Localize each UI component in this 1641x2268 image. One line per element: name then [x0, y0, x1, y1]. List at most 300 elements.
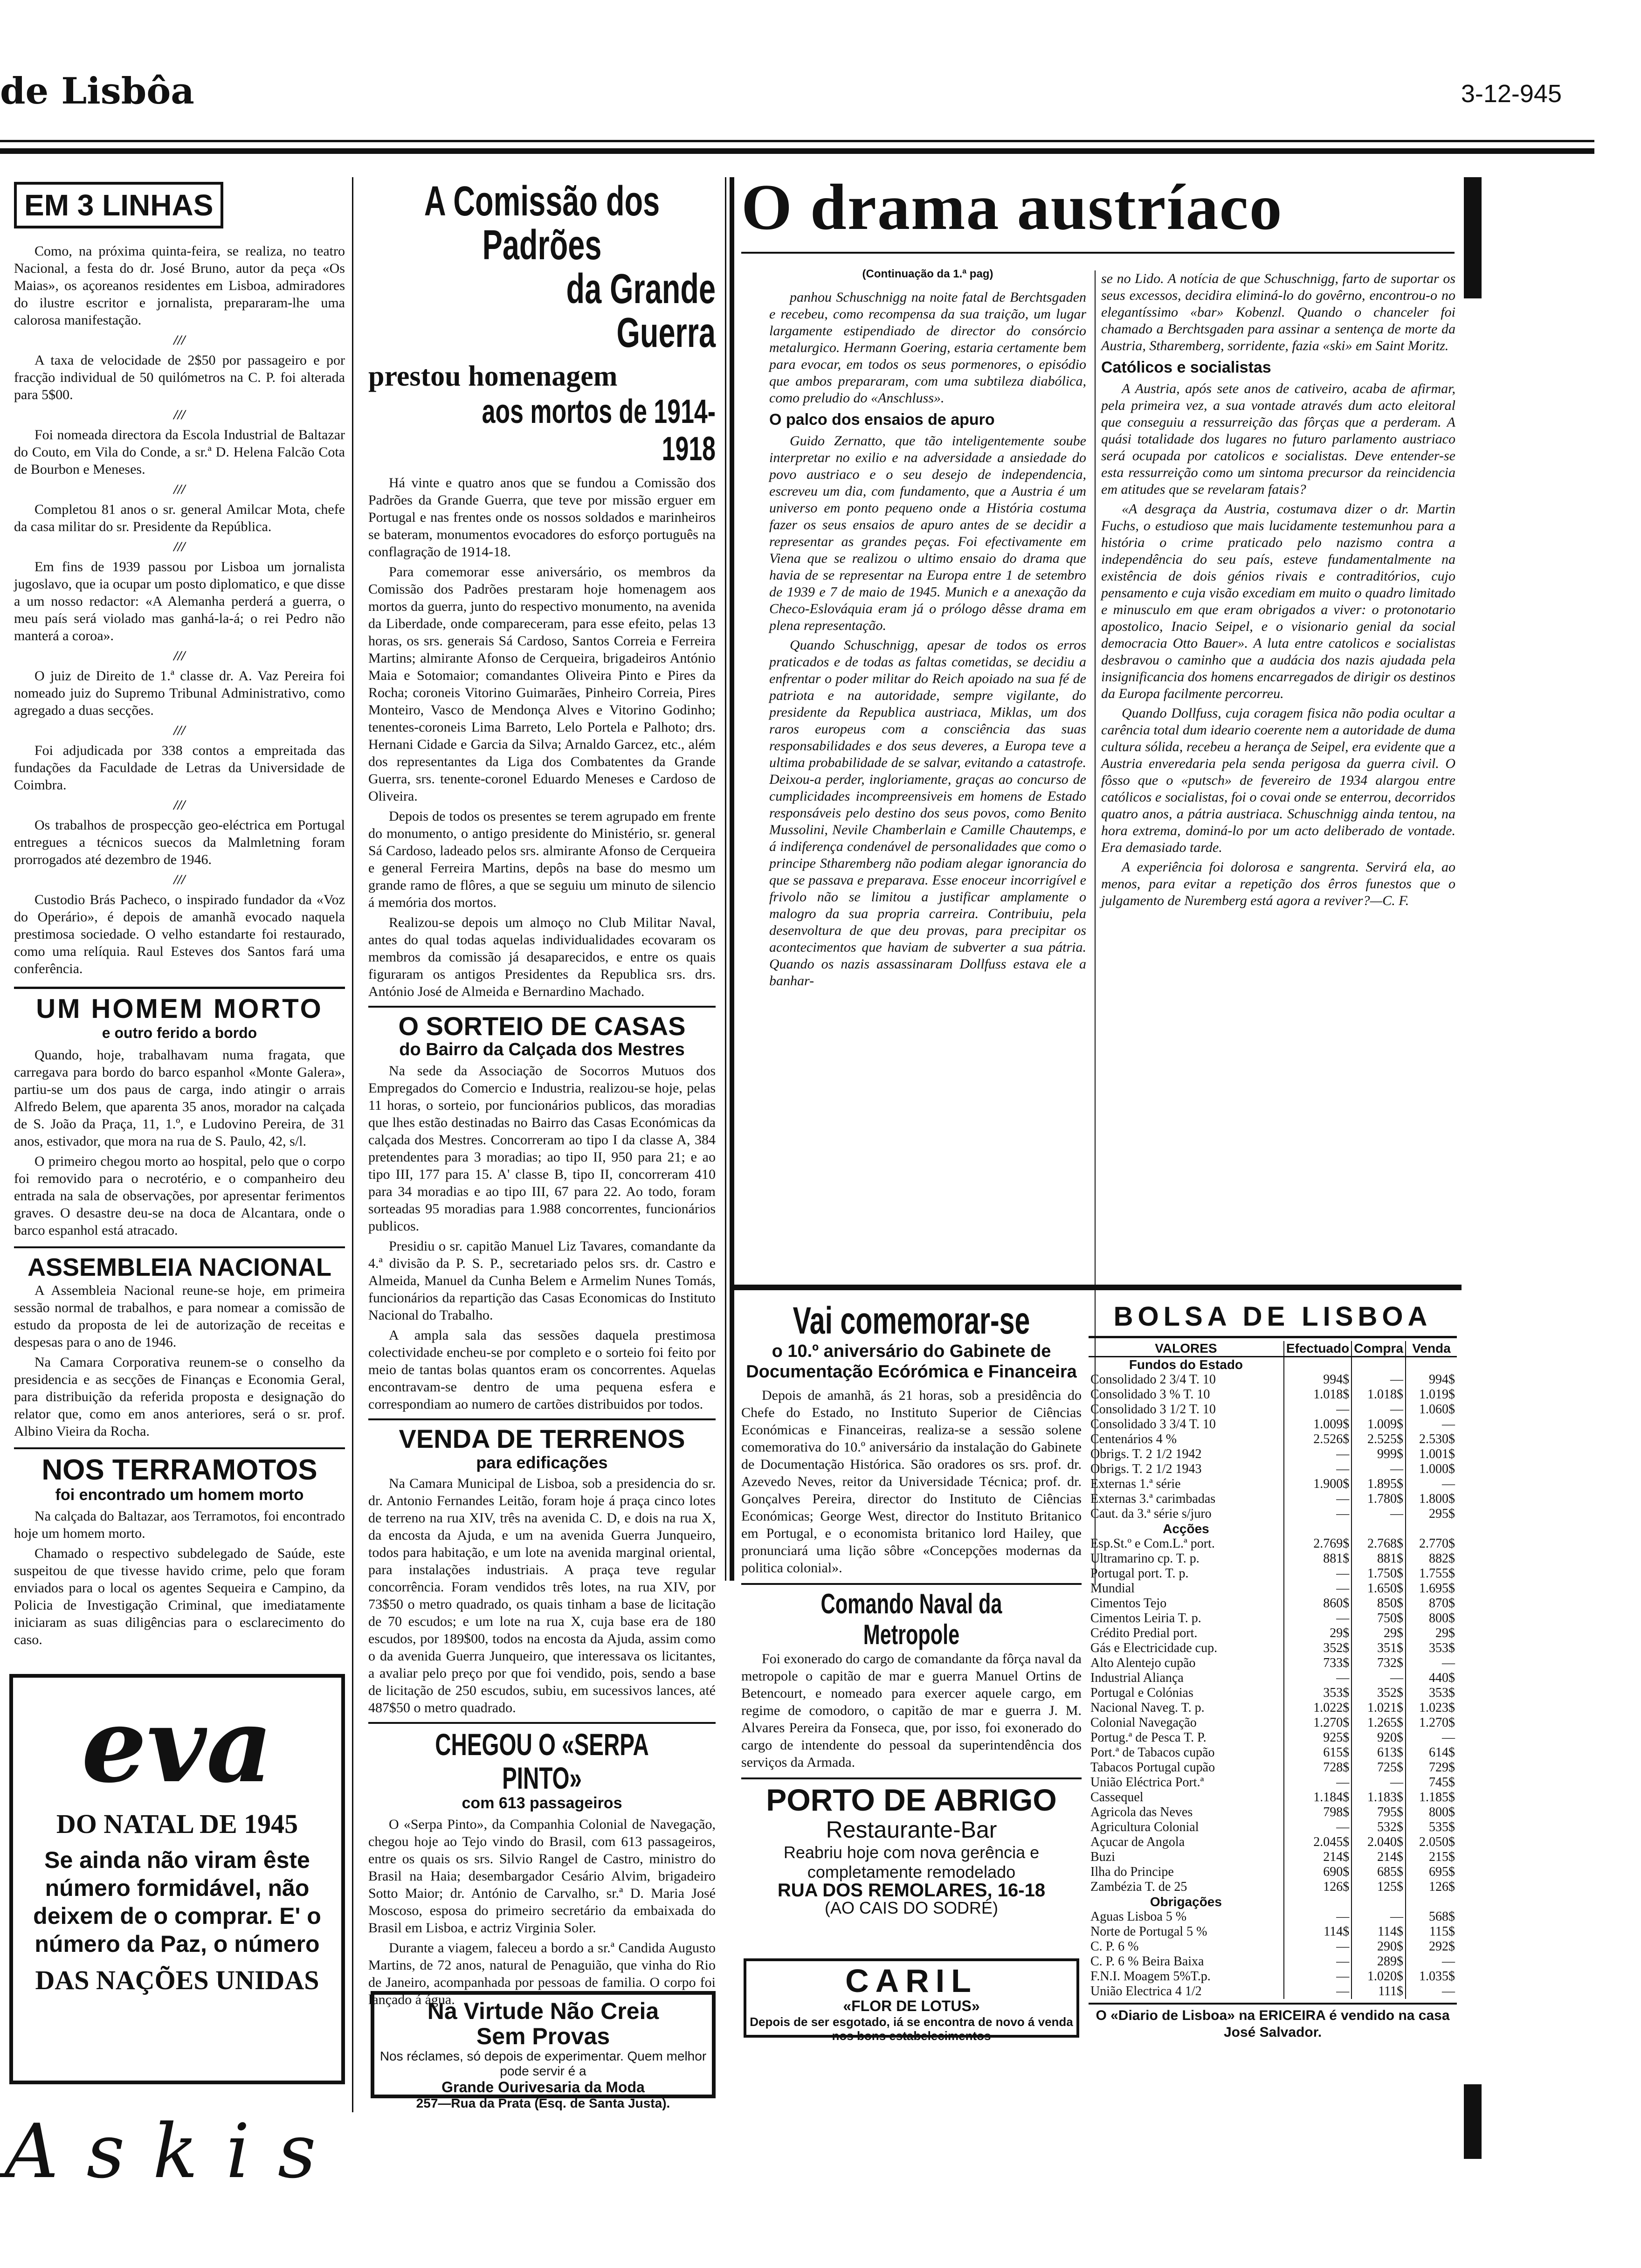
- price-cell: 1.018$: [1284, 1387, 1351, 1402]
- table-row: [1089, 1715, 1457, 1730]
- middle-column: [368, 180, 716, 2011]
- section-row: [1089, 1357, 1457, 1373]
- table-row: [1089, 1641, 1457, 1656]
- price-cell: —: [1284, 1984, 1351, 1999]
- price-cell: 2.050$: [1406, 1835, 1457, 1850]
- caril-advertisement: [744, 1958, 1079, 2043]
- empty-cell: [1351, 1357, 1406, 1373]
- price-cell: 1.750$: [1351, 1566, 1406, 1581]
- price-cell: 1.021$: [1351, 1701, 1406, 1715]
- price-cell: 725$: [1351, 1760, 1406, 1775]
- price-cell: 115$: [1406, 1924, 1457, 1939]
- price-cell: 1.780$: [1351, 1492, 1406, 1507]
- paragraph: A Austria, após sete anos de cativeiro, acaba de afirmar, pela primeira vez, a sua vontade através dum acto eleitoral que conseguiu a ressurreição das fôrças que a perderam. A quási totalidade dos lugares no futuro parlamento austriaco será ocupada por catolicos e socialistas. Deve entender-se esta ressurreição como um sintoma precursor da reincidencia em atitudes que se revelaram fatais?: [1101, 381, 1455, 497]
- price-cell: 125$: [1351, 1880, 1406, 1895]
- price-cell: 2.040$: [1351, 1835, 1406, 1850]
- price-cell: 290$: [1351, 1939, 1406, 1954]
- table-row: [1089, 1775, 1457, 1790]
- price-cell: 1.009$: [1351, 1417, 1406, 1432]
- price-cell: —: [1284, 1566, 1351, 1581]
- price-cell: 1.183$: [1351, 1790, 1406, 1805]
- homem-morto-subtitle: e outro ferido a bordo: [102, 1024, 257, 1041]
- naval-article: [741, 1583, 1082, 1771]
- security-name: Caut. da 3.ª série s/juro: [1090, 1507, 1212, 1521]
- price-cell: —: [1406, 1954, 1457, 1969]
- comissao-title-2: da Grande Guerra: [566, 266, 716, 356]
- eva-advertisement: [9, 1674, 345, 2084]
- price-cell: 795$: [1351, 1805, 1406, 1820]
- price-cell: —: [1351, 1507, 1406, 1521]
- em3linhas-column: [14, 182, 345, 1651]
- price-cell: —: [1406, 1984, 1457, 1999]
- table-row: [1089, 1492, 1457, 1507]
- sorteio-subtitle: do Bairro da Calçada dos Mestres: [399, 1040, 685, 1059]
- paragraph: Quando Schuschnigg, apesar de todos os erros praticados e de todas as faltas cometidas, se decidiu a enfrentar o poder militar do Reich apoiado na sua fé de patriota e na autoridade, sempre vigilante, do presidente da Republica austriaca, Miklas, um dos raros europeus com a consciência das suas responsabilidades e dos seus deveres, a Europa teve a ultima probabilidade de se salvar, evitando a catastrofe. Deixou-a perder, ingloriamente, graças ao concurso de cumplicidades incompreensiveis em homens de Estado responsáveis pelo destino dos seus povos, como Benito Mussolini, Nevile Chamberlain e Camille Chautemps, e á indiferença condenável de personalidades que como o principe Stharemberg não podiam alegar ignorancia do que se passava e preparava. Esse enoceur incorrigível e frivolo não se limitou a justificar amplamente o malogro da sua propria carreira. Contribuiu, pela desenvoltura de que deu provas, para precipitar os acontecimentos que haviam de subverter a sua pátria. Quando os nazis assassinaram Dollfuss estava ele a banhar-: [769, 637, 1086, 989]
- section-rule: [734, 1285, 1462, 1290]
- news-item: Foi nomeada directora da Escola Industrial de Baltazar do Couto, em Vila do Conde, a sr.ª D. Helena Falcão Cota de Bourbon e Meneses.: [14, 427, 345, 477]
- security-name: Externas 3.ª carimbadas: [1090, 1492, 1216, 1506]
- eva-line3: DAS NAÇÕES UNIDAS: [35, 1965, 319, 1995]
- empty-cell: [1351, 1895, 1406, 1909]
- price-cell: 352$: [1284, 1641, 1351, 1656]
- eva-line1: DO NATAL DE 1945: [56, 1809, 298, 1839]
- paragraph: A Assembleia Nacional reune-se hoje, em primeira sessão normal de trabalhos, e para nomear a comissão de estudo da proposta de lei de autorização de receitas e despesas para o ano de 1946.: [14, 1283, 345, 1350]
- security-name: F.N.I. Moagem 5%T.p.: [1090, 1969, 1211, 1984]
- price-cell: 750$: [1351, 1611, 1406, 1626]
- column-divider: [725, 177, 726, 1581]
- price-cell: 1.900$: [1284, 1477, 1351, 1492]
- news-item: Em fins de 1939 passou por Lisboa um jornalista jugoslavo, que ia ocupar um posto diplomatico, e que disse a um nosso redactor: «A Alemanha perderá a guerra, o meu país será violado mas ganhá-la-á; o rei Pedro não manterá a coroa».: [14, 559, 345, 643]
- section-name: Acções: [1163, 1521, 1209, 1536]
- price-cell: 745$: [1406, 1775, 1457, 1790]
- drama-title: O drama austríaco: [741, 171, 1283, 243]
- table-row: [1089, 1820, 1457, 1835]
- table-row: [1089, 1566, 1457, 1581]
- masthead: [0, 70, 1576, 121]
- lower-middle-column: [741, 1301, 1082, 1916]
- price-cell: 1.018$: [1351, 1387, 1406, 1402]
- security-name: C. P. 6 %: [1090, 1939, 1139, 1954]
- price-cell: 870$: [1406, 1596, 1457, 1611]
- price-cell: 1.009$: [1284, 1417, 1351, 1432]
- empty-cell: [1406, 1895, 1457, 1909]
- serpa-article: [368, 1722, 716, 2008]
- paragraph: Guido Zernatto, que tão inteligentemente soube interpretar no exilio e na adversidade a ansiedade do povo austriaco e o seu desejo de independencia, escreveu um dia, com fundamento, que a Austria é um universo em ponto pequeno onde a História costuma fazer os seus ensaios de apuro antes de se decidir a representar as grandes peças. Foi efectivamente em Viena que se realizou o ultimo ensaio do drama que havia de se representar na Europa entre 1 de setembro de 1939 e 7 de maio de 1945. Munich e a anexação da Checo-Eslováquia eram já o prólogo dêsse drama em plena representação.: [769, 433, 1086, 633]
- comissao-title-4: aos mortos de 1914-1918: [482, 393, 716, 468]
- table-row: [1089, 1805, 1457, 1820]
- table-row: [1089, 1372, 1457, 1387]
- price-cell: 2.530$: [1406, 1432, 1457, 1447]
- price-cell: —: [1351, 1775, 1406, 1790]
- price-cell: 695$: [1406, 1865, 1457, 1880]
- empty-cell: [1284, 1895, 1351, 1909]
- sorteio-article: [368, 1006, 716, 1413]
- price-cell: 1.800$: [1406, 1492, 1457, 1507]
- security-name: Port.ª de Tabacos cupão: [1090, 1745, 1215, 1760]
- price-cell: 690$: [1284, 1865, 1351, 1880]
- security-name: Ultramarino cp. T. p.: [1090, 1551, 1200, 1566]
- column-header: VALORES: [1089, 1341, 1284, 1357]
- paragraph: «A desgraça da Austria, costumava dizer o dr. Martin Fuchs, o estudioso que mais lucidamente testemunhou para a história o crime praticado pelo nazismo contra a independência do seu país, esteve fundamentalmente na existência de dois génios rivais e contraditórios, cujo pensamento e cuja visão excediam em muito o quadro limitado e minusculo em que eram obrigados a viver: o protonotario apostolico, Inacio Seipel, e o visionario genial da social democracia Otto Bauer». A luta entre catolicos e socialistas desbravou o caminho que a audácia dos nazis ajudada pela insignificancia dos homens encarregados de dirigir os destinos da Europa facilmente percorreu.: [1101, 501, 1455, 701]
- price-cell: 214$: [1284, 1850, 1351, 1865]
- price-cell: 111$: [1351, 1984, 1406, 1999]
- paragraph: Na Camara Corporativa reunem-se o conselho da presidencia e as secções de Finanças e Economia Geral, para distribuição da referida proposta e designação do relator que, como em anos anteriores, será o sr. prof. Albino Vieira da Rocha.: [14, 1355, 345, 1439]
- security-name: União Eléctrica Port.ª: [1090, 1775, 1204, 1790]
- table-row: [1089, 1984, 1457, 1999]
- virtude-line2: Sem Provas: [476, 2023, 610, 2049]
- price-cell: 29$: [1406, 1626, 1457, 1641]
- table-row: [1089, 1909, 1457, 1924]
- black-bar: [1464, 177, 1482, 298]
- security-name: Externas 1.ª série: [1090, 1477, 1181, 1491]
- price-cell: 800$: [1406, 1805, 1457, 1820]
- price-cell: 994$: [1284, 1372, 1351, 1387]
- table-row: [1089, 1760, 1457, 1775]
- askis-signature: Askis: [5, 2108, 344, 2195]
- price-cell: 1.000$: [1406, 1462, 1457, 1477]
- price-cell: 1.022$: [1284, 1701, 1351, 1715]
- price-cell: 920$: [1351, 1730, 1406, 1745]
- price-cell: 214$: [1351, 1850, 1406, 1865]
- table-row: [1089, 1880, 1457, 1895]
- drama-subhead-2: Católicos e socialistas: [1101, 359, 1271, 376]
- security-name: Norte de Portugal 5 %: [1090, 1924, 1207, 1939]
- paragraph: Durante a viagem, faleceu a bordo a sr.ª Candida Augusto Martins, de 72 anos, natural de Penaguião, que vinha do Rio de Janeiro, acompanhada por pessoas de familia. O corpo foi lançado á água.: [368, 1940, 716, 2007]
- virtude-line4: Grande Ourivesaria da Moda: [441, 2079, 645, 2095]
- price-cell: —: [1406, 1730, 1457, 1745]
- table-row: [1089, 1611, 1457, 1626]
- table-row: [1089, 1402, 1457, 1417]
- table-row: [1089, 1447, 1457, 1462]
- em3linhas-title: EM 3 LINHAS: [14, 182, 223, 228]
- price-cell: —: [1406, 1656, 1457, 1671]
- table-row: [1089, 1417, 1457, 1432]
- paragraph: A ampla sala das sessões daquela prestimosa colectividade encheu-se por completo e o sorteio foi feito por meio de tantas bolas quantos eram os concorrentes. Aquelas encontravam-se dentro de uma pequena esfera e correspondiam ao numero de cartões distribuidos por todos.: [368, 1328, 716, 1412]
- column-header: Efectuado: [1284, 1341, 1351, 1357]
- price-cell: 1.185$: [1406, 1790, 1457, 1805]
- security-name: Agricola das Neves: [1090, 1805, 1193, 1819]
- paragraph: Quando, hoje, trabalhavam numa fragata, que carregava para bordo do barco espanhol «Monte Galera», partiu-se um dos paus de carga, indo atingir o arrais Alfredo Belem, que aparenta 35 anos, morador na calçada de S. João da Praça, 11, 1.º, e Ludovino Pereira, de 31 anos, estivador, que mora na rua de S. Paulo, 42, s/l.: [14, 1047, 345, 1149]
- security-name: Cimentos Tejo: [1090, 1596, 1167, 1611]
- price-cell: 994$: [1406, 1372, 1457, 1387]
- price-cell: 2.525$: [1351, 1432, 1406, 1447]
- naval-title: Comando Naval da Metropole: [820, 1588, 1002, 1650]
- terramotos-article: [14, 1447, 345, 1648]
- paragraph: A experiência foi dolorosa e sangrenta. Servirá ela, ao menos, para evitar a repetição dos êrros funestos que o julgamento de Nuremberg está agora a reviver?—C. F.: [1101, 859, 1455, 908]
- paragraph: Na sede da Associação de Socorros Mutuos dos Empregados do Comercio e Industria, realizou-se hoje, pelas 11 horas, o sorteio, por funcionários publicos, das moradias que lhes estão destinadas no Bairro das Casas Económicas da calçada dos Mestres. Concorreram ao tipo I da classe A, 384 pretendentes para 3 moradias; ao tipo II, 950 para 21; e ao tipo III, 177 para 15. A' classe B, tipo II, concorreram 410 para 34 moradias e ao tipo III, 67 para 22. Ao todo, foram sorteadas 95 moradias para 1.988 concorrentes, funcionários publicos.: [368, 1063, 716, 1234]
- security-name: Consolidado 3 % T. 10: [1090, 1387, 1210, 1402]
- security-name: Portug.ª de Pesca T. P.: [1090, 1730, 1207, 1745]
- paragraph: O primeiro chegou morto ao hospital, pelo que o corpo foi removido para o necrotério, e o companheiro deu entrada na sala de observações, por apresentar ferimentos graves. O desastre deu-se na doca de Alcantara, onde o barco espanhol está atracado.: [14, 1154, 345, 1238]
- porto-advertisement: [741, 1777, 1082, 1916]
- bolsa-footer: O «Diario de Lisboa» na ERICEIRA é vendido na casa José Salvador.: [1089, 2003, 1457, 2041]
- price-cell: 1.020$: [1351, 1969, 1406, 1984]
- security-name: Centenários 4 %: [1090, 1432, 1177, 1446]
- section-name: Obrigações: [1150, 1895, 1222, 1909]
- price-cell: 733$: [1284, 1656, 1351, 1671]
- price-cell: 685$: [1351, 1865, 1406, 1880]
- terramotos-subtitle: foi encontrado um homem morto: [55, 1486, 304, 1504]
- price-cell: 126$: [1284, 1880, 1351, 1895]
- serpa-subtitle: com 613 passageiros: [462, 1794, 622, 1812]
- security-name: Ilha do Principe: [1090, 1865, 1174, 1879]
- column-divider: [352, 177, 353, 2112]
- security-name: Colonial Navegação: [1090, 1715, 1197, 1730]
- drama-rule: [741, 252, 1455, 254]
- price-cell: 850$: [1351, 1596, 1406, 1611]
- price-cell: —: [1284, 1611, 1351, 1626]
- price-cell: 881$: [1351, 1551, 1406, 1566]
- item-separator: ///: [173, 723, 186, 738]
- price-cell: 568$: [1406, 1909, 1457, 1924]
- table-row: [1089, 1835, 1457, 1850]
- price-cell: —: [1284, 1969, 1351, 1984]
- eva-line2: Se ainda não viram êste número formidável, não deixem de o comprar. E' o número da Paz, o número: [33, 1847, 321, 1957]
- price-cell: 1.755$: [1406, 1566, 1457, 1581]
- security-name: Gás e Electricidade cup.: [1090, 1641, 1218, 1655]
- price-cell: 29$: [1351, 1626, 1406, 1641]
- item-separator: ///: [173, 872, 186, 887]
- price-cell: 1.270$: [1284, 1715, 1351, 1730]
- security-name: Mundial: [1090, 1581, 1135, 1596]
- security-name: C. P. 6 % Beira Baixa: [1090, 1954, 1204, 1969]
- paragraph: panhou Schuschnigg na noite fatal de Berchtsgaden e recebeu, como recompensa da sua traição, um lugar largamente estipendiado de director do consórcio metalurgico. Hermann Goering, estaria certamente bem para evocar, em todos os seus pormenores, o episódio que ambos prepararam, com uma subtileza diabólica, como preludio do «Anschluss».: [769, 290, 1086, 406]
- assembleia-article: [14, 1246, 345, 1440]
- price-cell: 1.895$: [1351, 1477, 1406, 1492]
- price-cell: 289$: [1351, 1954, 1406, 1969]
- bolsa-title: BOLSA DE LISBOA: [1089, 1301, 1457, 1338]
- price-cell: 2.045$: [1284, 1835, 1351, 1850]
- security-name: Açucar de Angola: [1090, 1835, 1185, 1849]
- news-item: Os trabalhos de prospecção geo-eléctrica em Portugal entregues a técnicos suecos da Malmletning foram prorrogados até dezembro de 1946.: [14, 817, 345, 867]
- price-cell: —: [1284, 1775, 1351, 1790]
- table-row: [1089, 1924, 1457, 1939]
- price-cell: 881$: [1284, 1551, 1351, 1566]
- virtude-line3: Nos réclames, só depois de experimentar. Quem melhor pode servir é a: [379, 2049, 707, 2078]
- price-cell: 353$: [1284, 1686, 1351, 1701]
- sorteio-title: O SORTEIO DE CASAS: [398, 1011, 686, 1041]
- black-bar: [1464, 2084, 1482, 2159]
- news-item: Foi adjudicada por 338 contos a empreitada das fundações da Faculdade de Letras da Universidade de Coimbra.: [14, 743, 345, 793]
- virtude-advertisement: [371, 1991, 716, 2110]
- price-cell: 1.001$: [1406, 1447, 1457, 1462]
- security-name: Consolidado 3 1/2 T. 10: [1090, 1402, 1216, 1417]
- paragraph: Há vinte e quatro anos que se fundou a Comissão dos Padrões da Grande Guerra, que teve por missão erguer em Portugal e nas frentes onde os nossos soldados e marinheiros se bateram, monumentos evocadores do esforço português na conflagração de 1914-18.: [368, 475, 716, 560]
- table-row: [1089, 1507, 1457, 1521]
- item-separator: ///: [173, 797, 186, 813]
- table-row: [1089, 1656, 1457, 1671]
- price-cell: —: [1284, 1507, 1351, 1521]
- security-name: Cimentos Leiria T. p.: [1090, 1611, 1201, 1625]
- virtude-line5: 257—Rua da Prata (Esq. de Santa Justa).: [416, 2096, 670, 2110]
- porto-line3: (AO CAIS DO SODRÉ): [824, 1898, 999, 1917]
- table-row: [1089, 1536, 1457, 1551]
- virtude-line1: Na Virtude Não Creia: [427, 1998, 659, 2024]
- table-row: [1089, 1850, 1457, 1865]
- price-cell: 292$: [1406, 1939, 1457, 1954]
- news-item: Custodio Brás Pacheco, o inspirado fundador da «Voz do Operário», é depois de amanhã evocado naquela prestimosa sociedade. O velho estandarte foi restaurado, como uma relíquia. Raul Esteves dos Santos fará uma conferência.: [14, 892, 345, 976]
- price-cell: —: [1351, 1462, 1406, 1477]
- paragraph: Foi exonerado do cargo de comandante da fôrça naval da metropole o capitão de mar e guerra Manuel Ortins de Betencourt, e nomeado para exercer aquele cargo, em regime de comodoro, o capitão de mar e guerra J. M. Alvares Pereira da Fonseca, que, por isso, foi exonerado do cargo de intendente do pessoal da superintendência dos serviços da Armada.: [741, 1651, 1082, 1770]
- price-cell: —: [1351, 1909, 1406, 1924]
- terrenos-title: VENDA DE TERRENOS: [399, 1424, 685, 1453]
- security-name: Industrial Aliança: [1090, 1671, 1184, 1685]
- table-row: [1089, 1626, 1457, 1641]
- comissao-title-3: prestou homenagem: [368, 360, 618, 392]
- paragraph: Na Camara Municipal de Lisboa, sob a presidencia do sr. dr. Antonio Fernandes Leitão, foram hoje á praça cinco lotes de terreno na rua XIV, três na avenida C. D, e dois na rua X, da encosta da Ajuda, e um na avenida Guerra Junqueiro, todos para habitação, e um lote na avenida marginal oriental, para instalações industriais. A praça teve regular concorrência. Foram vendidos três lotes, na rua XIV, por 73$50 o metro quadrado, os quais tinham a base de licitação de 70 escudos; e um lote na rua X, cuja base era de 180 escudos, por 189$00, todos na encosta da Ajuda, assim como o da avenida Guerra Junqueiro, que interessava os licitantes, a avaliar pelo preço por que foi vendido, pois, sendo a base de licitação de 250 escudos, subiu, em sucessivos lances, até 487$50 o metro quadrado.: [368, 1476, 716, 1715]
- paragraph: se no Lido. A notícia de que Schuschnigg, farto de suportar os seus excessos, decidira eliminá-lo do govêrno, encontrou-o no elegantíssimo «bar» Kobenzl. Quando o chanceler foi chamado a Berchtsgaden para assinar a sentença de morte da Austria, Stharemberg, sorridente, fazia «ski» em Saint Moritz.: [1101, 271, 1455, 353]
- table-row: [1089, 1596, 1457, 1611]
- homem-morto-title: UM HOMEM MORTO: [36, 994, 323, 1024]
- item-separator: ///: [173, 407, 186, 422]
- table-row: [1089, 1581, 1457, 1596]
- price-cell: 732$: [1351, 1656, 1406, 1671]
- table-row: [1089, 1462, 1457, 1477]
- column-header: Compra: [1351, 1341, 1406, 1357]
- security-name: Tabacos Portugal cupão: [1090, 1760, 1215, 1775]
- price-cell: —: [1284, 1671, 1351, 1686]
- item-separator: ///: [173, 539, 186, 554]
- caril-line: Depois de ser esgotado, iá se encontra de novo á venda nos bons estabelecimentos: [750, 2015, 1073, 2043]
- item-separator: ///: [173, 648, 186, 664]
- price-cell: —: [1284, 1462, 1351, 1477]
- bolsa-table: [1089, 1341, 1457, 1999]
- price-cell: —: [1351, 1372, 1406, 1387]
- table-row: [1089, 1954, 1457, 1969]
- price-cell: 800$: [1406, 1611, 1457, 1626]
- price-cell: 2.526$: [1284, 1432, 1351, 1447]
- price-cell: 729$: [1406, 1760, 1457, 1775]
- section-name: Fundos do Estado: [1129, 1357, 1243, 1372]
- issue-date: 3-12-945: [1461, 80, 1562, 108]
- price-cell: —: [1406, 1417, 1457, 1432]
- gabinete-title: Vai comemorar-se: [793, 1300, 1030, 1342]
- bolsa-section: [1089, 1301, 1457, 2041]
- price-cell: 295$: [1406, 1507, 1457, 1521]
- security-name: Buzi: [1090, 1850, 1115, 1864]
- gabinete-subtitle: o 10.º aniversário do Gabinete de Documentação Ecórómica e Financeira: [746, 1341, 1077, 1382]
- price-cell: 798$: [1284, 1805, 1351, 1820]
- price-cell: 999$: [1351, 1447, 1406, 1462]
- security-name: Obrigs. T. 2 1/2 1943: [1090, 1462, 1202, 1476]
- price-cell: —: [1284, 1402, 1351, 1417]
- price-cell: —: [1406, 1477, 1457, 1492]
- em3linhas-items: [14, 242, 345, 977]
- top-rule: [0, 140, 1594, 142]
- price-cell: 353$: [1406, 1641, 1457, 1656]
- table-row: [1089, 1865, 1457, 1880]
- paragraph: O «Serpa Pinto», da Companhia Colonial de Navegação, chegou hoje ao Tejo vindo do Brasil, com 613 passageiros, entre os quais os srs. Silvio Rangel de Castro, ministro do Brasil na Haia; desembargador Cesário Alvim, brigadeiro Sotto Maior; dr. António de Carvalho, sr.ª D. Maria José Moscoso, esposa do primeiro secretário da embaixada do Brasil em Lisboa, e actriz Virginia Soler.: [368, 1817, 716, 1936]
- price-cell: 2.768$: [1351, 1536, 1406, 1551]
- price-cell: 613$: [1351, 1745, 1406, 1760]
- item-separator: ///: [173, 332, 186, 348]
- price-cell: 1.060$: [1406, 1402, 1457, 1417]
- porto-line2: RUA DOS REMOLARES, 16-18: [777, 1880, 1046, 1901]
- table-row: [1089, 1686, 1457, 1701]
- empty-cell: [1351, 1521, 1406, 1536]
- price-cell: 114$: [1284, 1924, 1351, 1939]
- porto-line1: Reabriu hoje com nova gerência e completamente remodelado: [783, 1843, 1040, 1881]
- paragraph: Na calçada do Baltazar, aos Terramotos, foi encontrado hoje um homem morto.: [14, 1508, 345, 1541]
- security-name: Consolidado 2 3/4 T. 10: [1090, 1372, 1216, 1387]
- table-row: [1089, 1730, 1457, 1745]
- price-cell: 535$: [1406, 1820, 1457, 1835]
- security-name: Zambézia T. de 25: [1090, 1880, 1187, 1894]
- price-cell: —: [1284, 1581, 1351, 1596]
- security-name: Esp.St.º e Com.L.ª port.: [1090, 1536, 1215, 1551]
- column-divider-thick: [730, 177, 734, 1581]
- news-item: Completou 81 anos o sr. general Amilcar Mota, chefe da casa militar do sr. Presidente da República.: [14, 502, 345, 534]
- empty-cell: [1284, 1357, 1351, 1373]
- price-cell: 1.270$: [1406, 1715, 1457, 1730]
- paragraph: Depois de amanhã, ás 21 horas, sob a presidência do Chefe do Estado, no Instituto Superior de Ciências Económicas e Financeiras, realiza-se a sessão solene comemorativa do 10.º aniversário da instalação do Gabinete de Documentação Histórica. São oradores os srs. prof. dr. Azevedo Neves, reitor da Universidade Técnica; prof. dr. Gonçalves Pereira, director do Instituto de Ciências Económicas; George West, director do Instituto Britanico em Portugal, e o economista britanico lord Hailey, que pronunciará uma lição sôbre «Concepções modernas da politica colonial».: [741, 1388, 1082, 1576]
- table-row: [1089, 1701, 1457, 1715]
- item-separator: ///: [173, 482, 186, 497]
- price-cell: —: [1284, 1909, 1351, 1924]
- paragraph: Chamado o respectivo subdelegado de Saúde, este suspeitou de que tivesse havido crime, pelo que foram enviados para o local os agentes Sequeira e Campino, da Policia de Investigação Criminal, que imediatamente iniciaram as suas diligências para o esclarecimento do caso.: [14, 1546, 345, 1647]
- drama-column-1: [769, 266, 1086, 992]
- table-row: [1089, 1745, 1457, 1760]
- price-cell: 1.023$: [1406, 1701, 1457, 1715]
- table-row: [1089, 1477, 1457, 1492]
- terrenos-subtitle: para edificações: [476, 1453, 608, 1472]
- news-item: A taxa de velocidade de 2$50 por passageiro e por fracção individual de 50 quilómetros na C. P. foi alterada para 5$00.: [14, 353, 345, 402]
- price-cell: 351$: [1351, 1641, 1406, 1656]
- top-rule-thick: [0, 148, 1594, 154]
- paragraph: Para comemorar esse aniversário, os membros da Comissão dos Padrões prestaram hoje homenagem aos mortos da guerra, junto do respectivo monumento, na avenida da Liberdade, onde compareceram, para esse efeito, pelas 13 horas, os srs. generais Sá Cardoso, Santos Correia e Ferreira Martins; almirante Afonso de Cerqueira, brigadeiros António Maia e Sotomaior; comandantes Oliveira Pinto e Pires da Rocha; coroneis Vitorino Guimarães, Pinheiro Correia, Pires Monteiro, Vasco de Mendonça Alves e Vitorino Godinho; tenentes-coroneis Lima Barreto, Lelo Portela e Palhoto; drs. Hernani Cidade e Garcia da Silva; Arnaldo Garcez, etc., além dos representantes da Liga dos Combatentes da Grande Guerra, srs. tenente-coronel Eduardo Meneses e Cardoso de Oliveira.: [368, 564, 716, 804]
- assembleia-title: ASSEMBLEIA NACIONAL: [27, 1253, 331, 1281]
- price-cell: 2.770$: [1406, 1536, 1457, 1551]
- homem-morto-article: [14, 987, 345, 1239]
- empty-cell: [1406, 1521, 1457, 1536]
- comissao-title-1: A Comissão dos Padrões: [424, 178, 660, 269]
- table-row: [1089, 1790, 1457, 1805]
- price-cell: 728$: [1284, 1760, 1351, 1775]
- price-cell: 860$: [1284, 1596, 1351, 1611]
- eva-logo: eva: [81, 1685, 273, 1805]
- news-item: Como, na próxima quinta-feira, se realiza, no teatro Nacional, a festa do dr. José Bruno, autor da peça «Os Maias», os açoreanos residentes em Lisboa, admiradores do ilustre escritor e jornalista, prepararam-lhe uma calorosa manifestação.: [14, 243, 345, 328]
- price-cell: —: [1284, 1939, 1351, 1954]
- price-cell: 1.695$: [1406, 1581, 1457, 1596]
- serpa-title: CHEGOU O «SERPA PINTO»: [435, 1727, 649, 1795]
- price-cell: —: [1284, 1492, 1351, 1507]
- security-name: Crédito Predial port.: [1090, 1626, 1198, 1640]
- caril-title: CARIL: [845, 1963, 978, 1999]
- paragraph: Quando Dollfuss, cuja coragem fisica não podia ocultar a carência total dum ideario coerente nem a autoridade de duma cultura sólida, recebeu a herança de Seipel, era evidente que a Austria enveredaria pela senda perigosa da guerra civil. O fôsso que o «putsch» de fevereiro de 1934 alargou entre católicos e socialistas, foi o covai onde se enterrou, decorridos quatro anos, a pátria austriaca. Schuschnigg ainda tentou, na hora extrema, dominá-lo por um acto deliberado de vontade. Era demasiado tarde.: [1101, 705, 1455, 855]
- security-name: Obrigs. T. 2 1/2 1942: [1090, 1447, 1202, 1461]
- section-row: [1089, 1895, 1457, 1909]
- price-cell: —: [1351, 1402, 1406, 1417]
- price-cell: 614$: [1406, 1745, 1457, 1760]
- price-cell: 882$: [1406, 1551, 1457, 1566]
- table-row: [1089, 1551, 1457, 1566]
- price-cell: 215$: [1406, 1850, 1457, 1865]
- price-cell: 114$: [1351, 1924, 1406, 1939]
- security-name: Nacional Naveg. T. p.: [1090, 1701, 1205, 1715]
- porto-subtitle: Restaurante-Bar: [826, 1817, 997, 1843]
- price-cell: 1.035$: [1406, 1969, 1457, 1984]
- price-cell: 2.769$: [1284, 1536, 1351, 1551]
- paragraph: Presidiu o sr. capitão Manuel Liz Tavares, comandante da 4.ª divisão da P. S. P., secretariado pelos srs. dr. Castro e Almeida, Manuel da Cunha Belem e Armelim Nunes Tomás, funcionários da repartição das Casas Economicas do Instituto Nacional do Trabalho.: [368, 1238, 716, 1323]
- security-name: Aguas Lisboa 5 %: [1090, 1909, 1187, 1924]
- table-row: [1089, 1939, 1457, 1954]
- security-name: Agricultura Colonial: [1090, 1820, 1199, 1834]
- terrenos-article: [368, 1418, 716, 1716]
- price-cell: 1.019$: [1406, 1387, 1457, 1402]
- paragraph: Depois de todos os presentes se terem agrupado em frente do monumento, o antigo presidente do Ministério, sr. general Sá Cardoso, ladeado pelos srs. almirante Afonso de Cerqueira e general Ferreira Martins, depôs na base do mesmo um grande ramo de flôres, a que se seguiu um minuto de silencio á memória dos mortos.: [368, 809, 716, 910]
- table-row: [1089, 1671, 1457, 1686]
- price-cell: 925$: [1284, 1730, 1351, 1745]
